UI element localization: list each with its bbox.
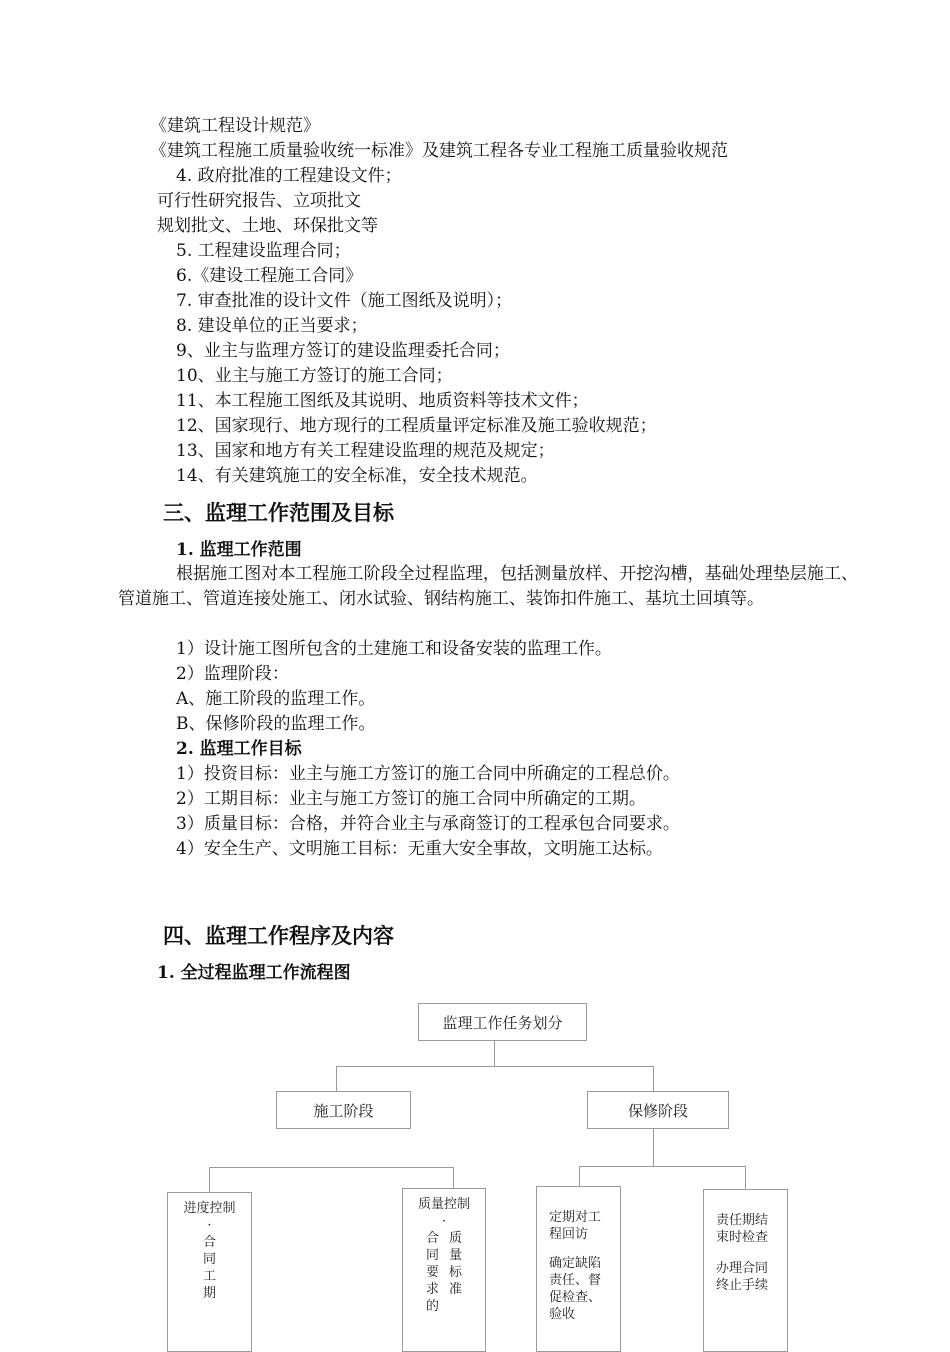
scope-item-3: A、施工阶段的监理工作。 xyxy=(176,689,376,709)
scope-title: 1. 监理工作范围 xyxy=(176,540,302,560)
quality-c2-char-3: 标 xyxy=(449,1265,463,1280)
connector-warranty xyxy=(653,1128,654,1166)
end-body: 办理合同终止手续 xyxy=(716,1261,769,1293)
quality-c2-char-4: 准 xyxy=(449,1282,463,1297)
quality-c1-char-3: 要 xyxy=(425,1265,439,1280)
connector-quality xyxy=(453,1167,454,1189)
quality-c1-char-1: 合 xyxy=(425,1231,439,1246)
progress-control-node xyxy=(167,1192,252,1352)
quality-head: 质量控制 xyxy=(417,1197,470,1212)
visit-body: 确定缺陷责任、督促检查、验收 xyxy=(549,1256,602,1322)
quality-col-1 xyxy=(426,1230,439,1315)
connector-stage-left xyxy=(336,1066,337,1091)
connector-stage-bar xyxy=(336,1066,654,1067)
visit-head: 定期对工程回访 xyxy=(549,1210,602,1242)
progress-char-1: 合 xyxy=(202,1235,216,1250)
basis-line-1: 《建筑工程设计规范》 xyxy=(150,116,320,136)
basis-line-10: 9、业主与监理方签订的建设监理委托合同； xyxy=(176,341,510,361)
warranty-stage-label: 保修阶段 xyxy=(627,1101,688,1120)
flow-title: 1. 全过程监理工作流程图 xyxy=(157,963,351,983)
quality-control-node xyxy=(402,1188,486,1352)
basis-line-3: 4. 政府批准的工程建设文件； xyxy=(176,166,402,186)
progress-head: 进度控制 xyxy=(183,1201,236,1216)
goal-item-3: 3）质量目标：合格，并符合业主与承商签订的工程承包合同要求。 xyxy=(176,814,680,834)
quality-columns xyxy=(403,1230,485,1315)
scope-item-1: 1）设计施工图所包含的土建施工和设备安装的监理工作。 xyxy=(176,639,612,659)
progress-char-3: 工 xyxy=(202,1269,216,1284)
basis-line-14: 13、国家和地方有关工程建设监理的规范及规定； xyxy=(176,441,555,461)
section4-title: 四、监理工作程序及内容 xyxy=(163,923,394,948)
goal-item-2: 2）工期目标：业主与施工方签订的施工合同中所确定的工期。 xyxy=(176,789,646,809)
connector-root xyxy=(494,1040,495,1066)
basis-line-15: 14、有关建筑施工的安全标准，安全技术规范。 xyxy=(176,466,538,486)
liability-end-node xyxy=(703,1189,788,1352)
scope-item-2: 2）监理阶段： xyxy=(176,664,289,684)
root-node-label: 监理工作任务划分 xyxy=(442,1013,563,1032)
basis-line-13: 12、国家现行、地方现行的工程质量评定标准及施工验收规范； xyxy=(176,416,657,436)
end-head: 责任期结束时检查 xyxy=(716,1213,769,1245)
scope-paragraph: 根据施工图对本工程施工阶段全过程监理，包括测量放样、开挖沟槽，基础处理垫层施工、管道施工、管道连接处施工、闭水试验、钢结构施工、装饰扣件施工、基坑土回填等。 xyxy=(118,564,858,609)
goal-item-4: 4）安全生产、文明施工目标：无重大安全事故，文明施工达标。 xyxy=(176,839,663,859)
quality-c2-char-2: 量 xyxy=(449,1248,463,1263)
connector-visit xyxy=(579,1166,580,1187)
goal-title: 2. 监理工作目标 xyxy=(176,739,302,759)
connector-warranty-bar xyxy=(579,1166,746,1167)
basis-line-5: 规划批文、土地、环保批文等 xyxy=(157,216,378,236)
connector-progress xyxy=(209,1167,210,1193)
connector-construction-bar xyxy=(209,1167,454,1168)
quality-c1-char-4: 求 xyxy=(425,1282,439,1297)
periodic-visit-node xyxy=(536,1186,621,1352)
quality-c2-char-1: 质 xyxy=(449,1231,463,1246)
progress-char-4: 期 xyxy=(202,1286,216,1301)
progress-char-2: 同 xyxy=(202,1252,216,1267)
quality-dot: · xyxy=(441,1214,447,1229)
quality-c1-char-5: 的 xyxy=(425,1299,439,1314)
goal-item-1: 1）投资目标：业主与施工方签订的施工合同中所确定的工程总价。 xyxy=(176,764,680,784)
construction-stage-label: 施工阶段 xyxy=(313,1101,374,1120)
warranty-stage-node xyxy=(587,1091,729,1129)
basis-line-2: 《建筑工程施工质量验收统一标准》及建筑工程各专业工程施工质量验收规范 xyxy=(150,141,728,161)
basis-line-7: 6.《建设工程施工合同》 xyxy=(176,266,363,286)
basis-line-12: 11、本工程施工图纸及其说明、地质资料等技术文件； xyxy=(176,391,589,411)
basis-line-6: 5. 工程建设监理合同； xyxy=(176,241,351,261)
basis-line-9: 8. 建设单位的正当要求； xyxy=(176,316,368,336)
quality-c1-char-2: 同 xyxy=(425,1248,439,1263)
basis-line-4: 可行性研究报告、立项批文 xyxy=(157,191,361,211)
basis-line-11: 10、业主与施工方签订的施工合同； xyxy=(176,366,453,386)
connector-stage-right xyxy=(653,1066,654,1091)
basis-line-8: 7. 审查批准的设计文件（施工图纸及说明）； xyxy=(176,291,513,311)
construction-stage-node xyxy=(276,1091,411,1129)
quality-col-2 xyxy=(449,1230,462,1315)
root-node xyxy=(418,1003,587,1041)
progress-dot: · xyxy=(207,1218,212,1233)
section3-title: 三、监理工作范围及目标 xyxy=(163,500,394,525)
scope-item-4: B、保修阶段的监理工作。 xyxy=(176,714,376,734)
connector-end xyxy=(745,1166,746,1189)
